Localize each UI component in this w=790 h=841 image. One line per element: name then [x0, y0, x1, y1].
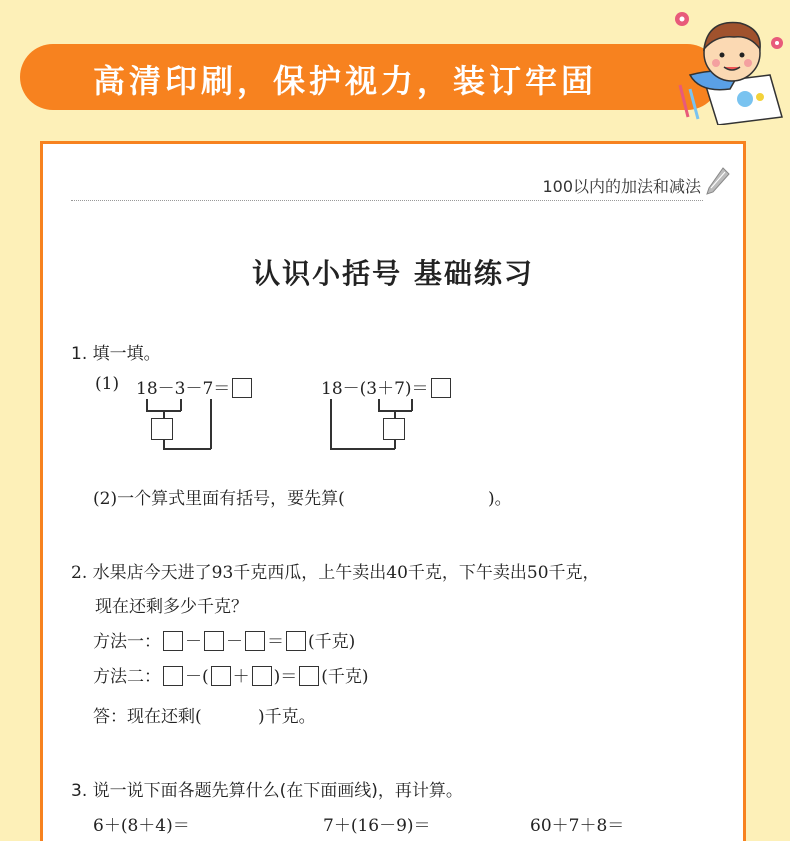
q2-method2: 方法二： －( ＋ )＝ (千克): [93, 667, 369, 687]
q3-expression-3: 60＋7＋8＝: [530, 816, 625, 836]
q2-method1: 方法一： － － ＝ (千克): [93, 632, 356, 652]
q3-expression-2: 7＋(16－9)＝: [323, 816, 431, 836]
q1b-bracket: [394, 410, 396, 418]
q1a-bracket: [163, 410, 165, 418]
pencil-icon: [705, 166, 731, 196]
answer-box[interactable]: [286, 631, 306, 651]
answer-box[interactable]: [204, 631, 224, 651]
answer-box[interactable]: [252, 666, 272, 686]
q3-heading: 3. 说一说下面各题先算什么(在下面画线)，再计算。: [71, 781, 463, 801]
q3-expression-1: 6＋(8＋4)＝: [93, 816, 190, 836]
answer-box[interactable]: [211, 666, 231, 686]
q2-answer-a: 答：现在还剩(: [93, 707, 202, 727]
worksheet-panel: [40, 141, 746, 841]
answer-box[interactable]: [163, 666, 183, 686]
q1a-intermediate-box[interactable]: [151, 418, 173, 440]
chapter-header: 100以内的加法和减法: [542, 177, 701, 196]
kid-drawing-illustration: [650, 5, 790, 125]
q1-part2-end: )。: [488, 489, 512, 509]
q2-line1: 2. 水果店今天进了93千克西瓜，上午卖出40千克，下午卖出50千克，: [71, 563, 600, 583]
q1b-bracket: [330, 399, 332, 449]
q1-part1-label: (1): [95, 374, 120, 394]
q1-expression-b: 18－(3＋7)＝: [321, 374, 453, 399]
answer-box[interactable]: [163, 631, 183, 651]
q1-part2-text: (2)一个算式里面有括号，要先算(: [93, 489, 345, 509]
q1-answer-box-a[interactable]: [232, 378, 252, 398]
answer-box[interactable]: [245, 631, 265, 651]
q1-heading: 1. 填一填。: [71, 344, 161, 364]
q1-expression-a: 18－3－7＝: [136, 374, 254, 399]
q1a-bracket: [210, 399, 212, 449]
answer-box[interactable]: [299, 666, 319, 686]
q1b-bracket: [330, 448, 395, 450]
q1a-bracket: [163, 448, 211, 450]
banner-text: 高清印刷，保护视力，装订牢固: [92, 62, 597, 100]
top-banner: [20, 44, 720, 110]
q2-line2: 现在还剩多少千克？: [95, 597, 248, 617]
q1b-intermediate-box[interactable]: [383, 418, 405, 440]
page-title: 认识小括号 基础练习: [252, 257, 534, 290]
q1-answer-box-b[interactable]: [431, 378, 451, 398]
header-divider: [71, 200, 703, 201]
q2-answer-b: )千克。: [258, 707, 316, 727]
